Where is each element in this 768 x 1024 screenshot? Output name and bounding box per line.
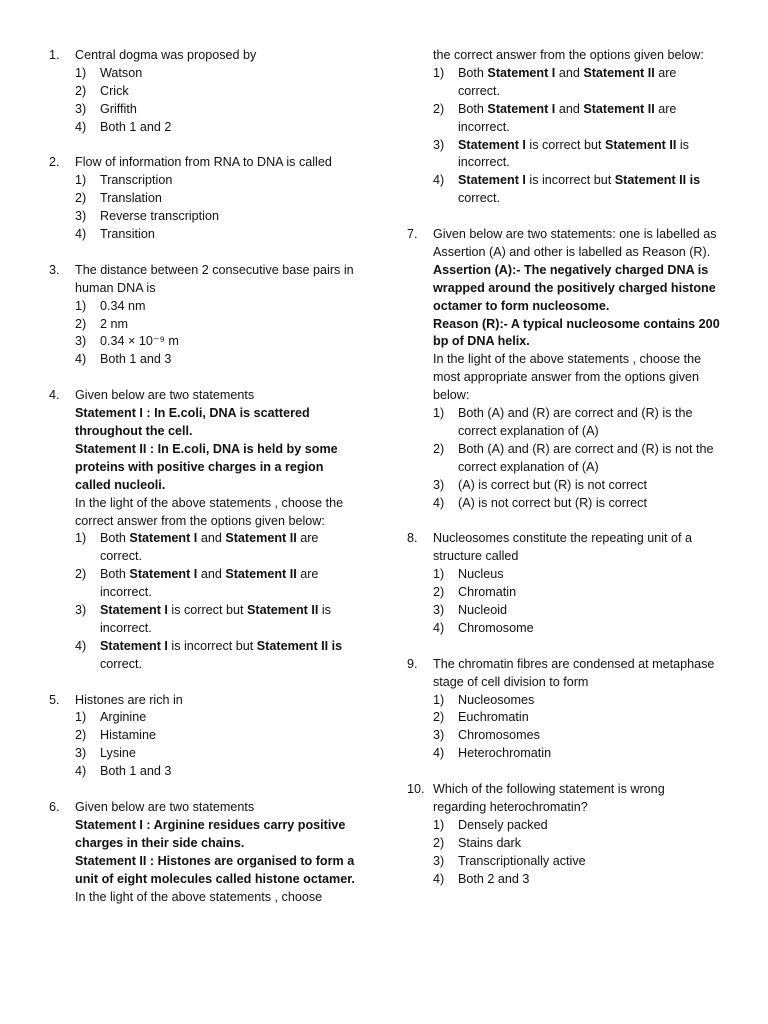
option[interactable]: 4) Statement I is incorrect but Statement II is correct. bbox=[433, 173, 701, 206]
option[interactable]: 2) Euchromatin bbox=[433, 710, 529, 725]
question-stem: The chromatin fibres are condensed at metaphase stage of cell division to form bbox=[433, 656, 715, 689]
question-6 bbox=[49, 799, 361, 906]
option[interactable]: 3) Statement I is correct but Statement II is incorrect. bbox=[75, 603, 331, 635]
statement-1: Statement I : In E.coli, DNA is scattered throughout the cell. bbox=[75, 406, 310, 438]
question-stem: Nucleosomes constitute the repeating unit of a structure called bbox=[433, 531, 693, 564]
assertion: Assertion (A):- The negatively charged DNA is wrapped around the positively charged histone octamer to form nucleosome. bbox=[433, 262, 716, 313]
option[interactable]: 3) Lysine bbox=[75, 746, 136, 761]
question-4 bbox=[49, 387, 361, 674]
option[interactable]: 4) (A) is not correct but (R) is correct bbox=[433, 495, 647, 510]
option[interactable]: 2) Crick bbox=[75, 83, 129, 98]
question-2 bbox=[49, 154, 361, 244]
option[interactable]: 4) Both 2 and 3 bbox=[433, 871, 530, 886]
option[interactable]: 2) Stains dark bbox=[433, 835, 521, 850]
instruction-text: In the light of the above statements , choose bbox=[75, 889, 323, 904]
option[interactable]: 4) Both 1 and 2 bbox=[75, 119, 172, 134]
option[interactable]: 4) Transition bbox=[75, 227, 155, 242]
statement-2: Statement II : In E.coli, DNA is held by some proteins with positive charges in a region called nucleoli. bbox=[75, 441, 338, 492]
option[interactable]: 4) Both 1 and 3 bbox=[75, 352, 172, 367]
question-number: 7. bbox=[407, 227, 418, 242]
option[interactable]: 1) Both (A) and (R) are correct and (R) is the correct explanation of (A) bbox=[433, 406, 693, 439]
question-stem: Histones are rich in bbox=[75, 692, 183, 707]
instruction-text: In the light of the above statements , choose the correct answer from the options given below: bbox=[75, 495, 344, 528]
question-number: 6. bbox=[49, 799, 60, 814]
question-stem: The distance between 2 consecutive base pairs in human DNA is bbox=[75, 262, 354, 295]
option[interactable]: 3) 0.34 × 10⁻⁹ m bbox=[75, 334, 179, 349]
option[interactable]: 2) Histamine bbox=[75, 728, 156, 743]
option[interactable]: 1) Both Statement I and Statement II are correct. bbox=[75, 531, 319, 564]
option[interactable]: 1) Watson bbox=[75, 65, 143, 80]
option[interactable]: 1) Densely packed bbox=[433, 817, 548, 832]
statement-2: Statement II : Histones are organised to form a unit of eight molecules called histone octamer. bbox=[75, 853, 355, 886]
option[interactable]: 4) Both 1 and 3 bbox=[75, 764, 172, 779]
question-10 bbox=[407, 781, 721, 888]
option[interactable]: 2) Both (A) and (R) are correct and (R) is not the correct explanation of (A) bbox=[433, 441, 714, 474]
question-number: 2. bbox=[49, 155, 60, 170]
option[interactable]: 2) Both Statement I and Statement II are incorrect. bbox=[433, 101, 677, 134]
question-7 bbox=[407, 226, 721, 513]
instruction-text: the correct answer from the options given below: bbox=[433, 48, 704, 62]
question-number: 3. bbox=[49, 262, 60, 277]
option[interactable]: 2) Chromatin bbox=[433, 585, 517, 600]
question-number: 10. bbox=[407, 782, 425, 797]
option[interactable]: 3) Transcriptionally active bbox=[433, 853, 586, 868]
option[interactable]: 2) Both Statement I and Statement II are incorrect. bbox=[75, 567, 319, 600]
option[interactable]: 1) Both Statement I and Statement II are correct. bbox=[433, 65, 677, 98]
option[interactable]: 2) Translation bbox=[75, 191, 162, 206]
option[interactable]: 1) Nucleosomes bbox=[433, 692, 535, 707]
option[interactable]: 3) (A) is correct but (R) is not correct bbox=[433, 477, 647, 492]
question-6-continued bbox=[407, 47, 721, 208]
option[interactable]: 3) Griffith bbox=[75, 101, 137, 116]
option[interactable]: 4) Statement I is incorrect but Statement II is correct. bbox=[75, 638, 343, 671]
left-column bbox=[49, 47, 361, 906]
question-stem: Given below are two statements: one is labelled as Assertion (A) and other is labelled as Reason (R). bbox=[433, 227, 717, 259]
question-stem: Flow of information from RNA to DNA is called bbox=[75, 155, 332, 170]
instruction-text: In the light of the above statements , choose the most appropriate answer from the options given below: bbox=[433, 352, 702, 403]
question-8 bbox=[407, 530, 721, 637]
option[interactable]: 1) Nucleus bbox=[433, 567, 504, 582]
question-3 bbox=[49, 262, 361, 369]
question-number: 1. bbox=[49, 48, 60, 62]
option[interactable]: 3) Chromosomes bbox=[433, 728, 540, 743]
question-number: 9. bbox=[407, 656, 418, 671]
option[interactable]: 1) Arginine bbox=[75, 710, 147, 725]
question-stem: Given below are two statements bbox=[75, 388, 255, 403]
option[interactable]: 2) 2 nm bbox=[75, 316, 128, 331]
question-9 bbox=[407, 656, 721, 763]
question-number: 4. bbox=[49, 388, 60, 403]
right-column bbox=[407, 47, 721, 889]
question-1 bbox=[49, 47, 361, 137]
question-number: 5. bbox=[49, 692, 60, 707]
question-number: 8. bbox=[407, 531, 418, 546]
statement-1: Statement I : Arginine residues carry positive charges in their side chains. bbox=[75, 817, 346, 850]
question-stem: Which of the following statement is wrong regarding heterochromatin? bbox=[433, 782, 665, 814]
option[interactable]: 1) Transcription bbox=[75, 173, 173, 188]
question-stem: Central dogma was proposed by bbox=[75, 48, 257, 62]
option[interactable]: 1) 0.34 nm bbox=[75, 298, 146, 313]
option[interactable]: 3) Statement I is correct but Statement II is incorrect. bbox=[433, 137, 689, 170]
question-stem: Given below are two statements bbox=[75, 799, 255, 814]
option[interactable]: 3) Nucleoid bbox=[433, 603, 508, 618]
option[interactable]: 4) Heterochromatin bbox=[433, 746, 552, 761]
reason: Reason (R):- A typical nucleosome contains 200 bp of DNA helix. bbox=[433, 316, 720, 349]
question-5 bbox=[49, 692, 361, 782]
option[interactable]: 3) Reverse transcription bbox=[75, 209, 219, 224]
option[interactable]: 4) Chromosome bbox=[433, 620, 534, 635]
